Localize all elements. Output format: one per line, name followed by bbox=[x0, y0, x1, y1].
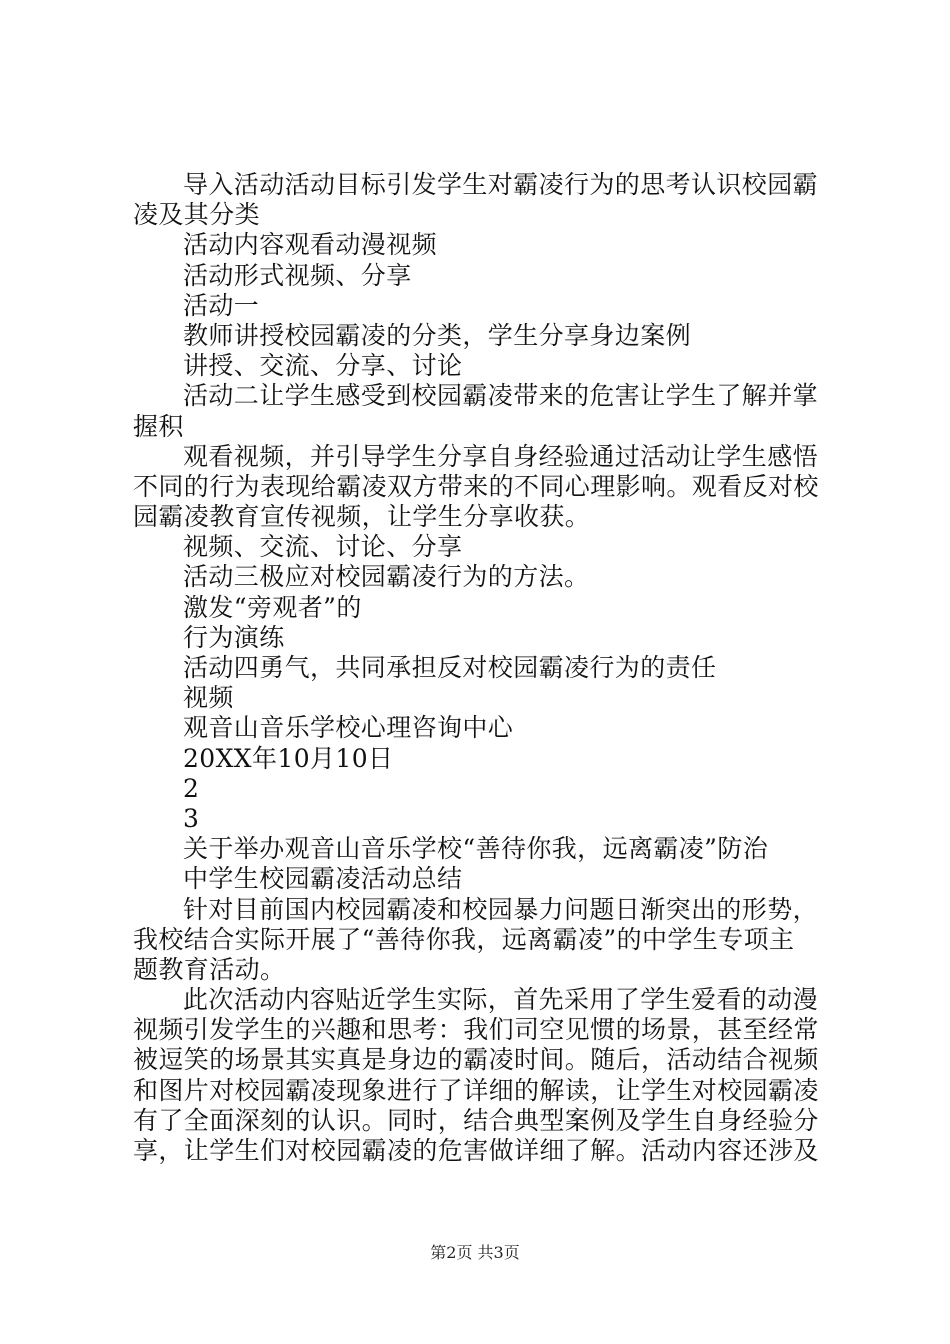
document-body bbox=[133, 170, 833, 1166]
text-line: 活动形式视频、分享 bbox=[183, 260, 412, 290]
page-footer: 第2页 共3页 bbox=[430, 1243, 520, 1262]
text-line: 有了全面深刻的认识。同时，结合典型案例及学生自身经验分 bbox=[133, 1105, 819, 1135]
text-line: 20XX年10月10日 bbox=[183, 743, 394, 773]
text-line: 握积 bbox=[133, 411, 184, 441]
text-line: 我校结合实际开展了“善待你我，远离霸凌”的中学生专项主 bbox=[133, 924, 795, 954]
text-line: 和图片对校园霸凌现象进行了详细的解读，让学生对校园霸凌 bbox=[133, 1075, 819, 1105]
text-line: 讲授、交流、分享、讨论 bbox=[183, 351, 463, 381]
text-line: 导入活动活动目标引发学生对霸凌行为的思考认识校园霸 bbox=[183, 170, 819, 199]
text-line: 活动内容观看动漫视频 bbox=[183, 230, 438, 260]
text-line: 被逗笑的场景其实真是身边的霸凌时间。随后，活动结合视频 bbox=[133, 1045, 819, 1075]
text-line: 3 bbox=[183, 803, 200, 833]
text-line: 中学生校园霸凌活动总结 bbox=[183, 864, 463, 894]
text-line: 针对目前国内校园霸凌和校园暴力问题日渐突出的形势， bbox=[183, 894, 819, 924]
text-line: 凌及其分类 bbox=[133, 200, 261, 230]
text-line: 享，让学生们对校园霸凌的危害做详细了解。活动内容还涉及 bbox=[133, 1136, 819, 1165]
text-line: 活动一 bbox=[183, 290, 260, 320]
text-line: 视频 bbox=[183, 683, 234, 713]
text-line: 观音山音乐学校心理咨询中心 bbox=[183, 713, 514, 743]
text-line: 激发“旁观者”的 bbox=[183, 592, 362, 622]
text-line: 活动三极应对校园霸凌行为的方法。 bbox=[183, 562, 590, 592]
text-line: 活动四勇气，共同承担反对校园霸凌行为的责任 bbox=[183, 653, 717, 682]
text-line: 视频引发学生的兴趣和思考：我们司空见惯的场景，甚至经常 bbox=[133, 1015, 819, 1045]
text-line: 2 bbox=[183, 773, 200, 803]
text-line: 不同的行为表现给霸凌双方带来的不同心理影响。观看反对校 bbox=[133, 471, 819, 501]
text-line: 园霸凌教育宣传视频，让学生分享收获。 bbox=[133, 502, 591, 532]
text-line: 观看视频，并引导学生分享自身经验通过活动让学生感悟 bbox=[183, 441, 819, 471]
text-line: 关于举办观音山音乐学校“善待你我，远离霸凌”防治 bbox=[183, 834, 769, 864]
text-line: 题教育活动。 bbox=[133, 954, 286, 984]
text-line: 教师讲授校园霸凌的分类，学生分享身边案例 bbox=[183, 320, 692, 350]
text-line: 活动二让学生感受到校园霸凌带来的危害让学生了解并掌 bbox=[183, 381, 819, 411]
text-line: 行为演练 bbox=[183, 622, 285, 652]
text-line: 视频、交流、讨论、分享 bbox=[183, 532, 463, 562]
text-line: 此次活动内容贴近学生实际，首先采用了学生爱看的动漫 bbox=[183, 985, 819, 1015]
